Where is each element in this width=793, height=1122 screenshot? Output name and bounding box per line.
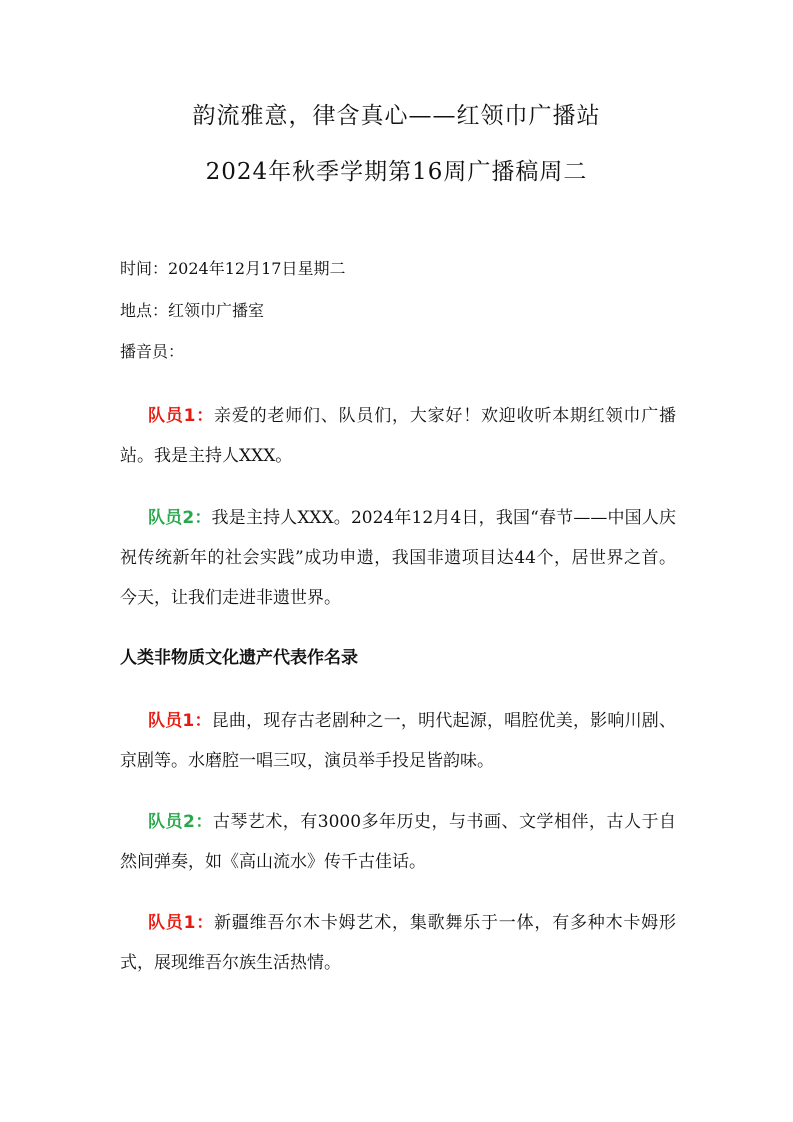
speaker-label: 队员1： (148, 406, 215, 426)
document-subtitle: 2024年秋季学期第16周广播稿周二 (205, 159, 588, 185)
speaker-label: 队员2： (148, 812, 213, 832)
dialogue-text: 古琴艺术，有3000多年历史，与书画、文学相伴，古人于自然间弹奏，如《高山流水》传千古佳话。 (120, 812, 676, 872)
dialogue-paragraph (120, 396, 676, 476)
meta-announcer: 播音员： (120, 342, 185, 361)
dialogue-paragraph (120, 498, 676, 618)
dialogue-text: 我是主持人XXX。2024年12月4日，我国“春节——中国人庆祝传统新年的社会实践”成功申遗，我国非遗项目达44个，居世界之首。今天，让我们走进非遗世界。 (120, 508, 676, 608)
dialogue-text: 亲爱的老师们、队员们，大家好！欢迎收听本期红领巾广播站。我是主持人XXX。 (120, 406, 676, 466)
dialogue-paragraph (120, 701, 676, 781)
dialogue-paragraph (120, 903, 676, 983)
speaker-label: 队员1： (148, 711, 212, 731)
speaker-label: 队员2： (148, 508, 212, 528)
dialogue-paragraph (120, 802, 676, 882)
meta-place: 地点：红领巾广播室 (120, 301, 265, 320)
section-heading: 人类非物质文化遗产代表作名录 (120, 648, 358, 668)
dialogue-text: 新疆维吾尔木卡姆艺术，集歌舞乐于一体，有多种木卡姆形式，展现维吾尔族生活热情。 (120, 913, 676, 973)
dialogue-text: 昆曲，现存古老剧种之一，明代起源，唱腔优美，影响川剧、京剧等。水磨腔一唱三叹，演员举手投足皆韵味。 (120, 711, 676, 771)
speaker-label: 队员1： (148, 913, 215, 933)
document-title: 韵流雅意，律含真心——红领巾广播站 (192, 103, 601, 129)
meta-time: 时间：2024年12月17日星期二 (120, 259, 346, 278)
